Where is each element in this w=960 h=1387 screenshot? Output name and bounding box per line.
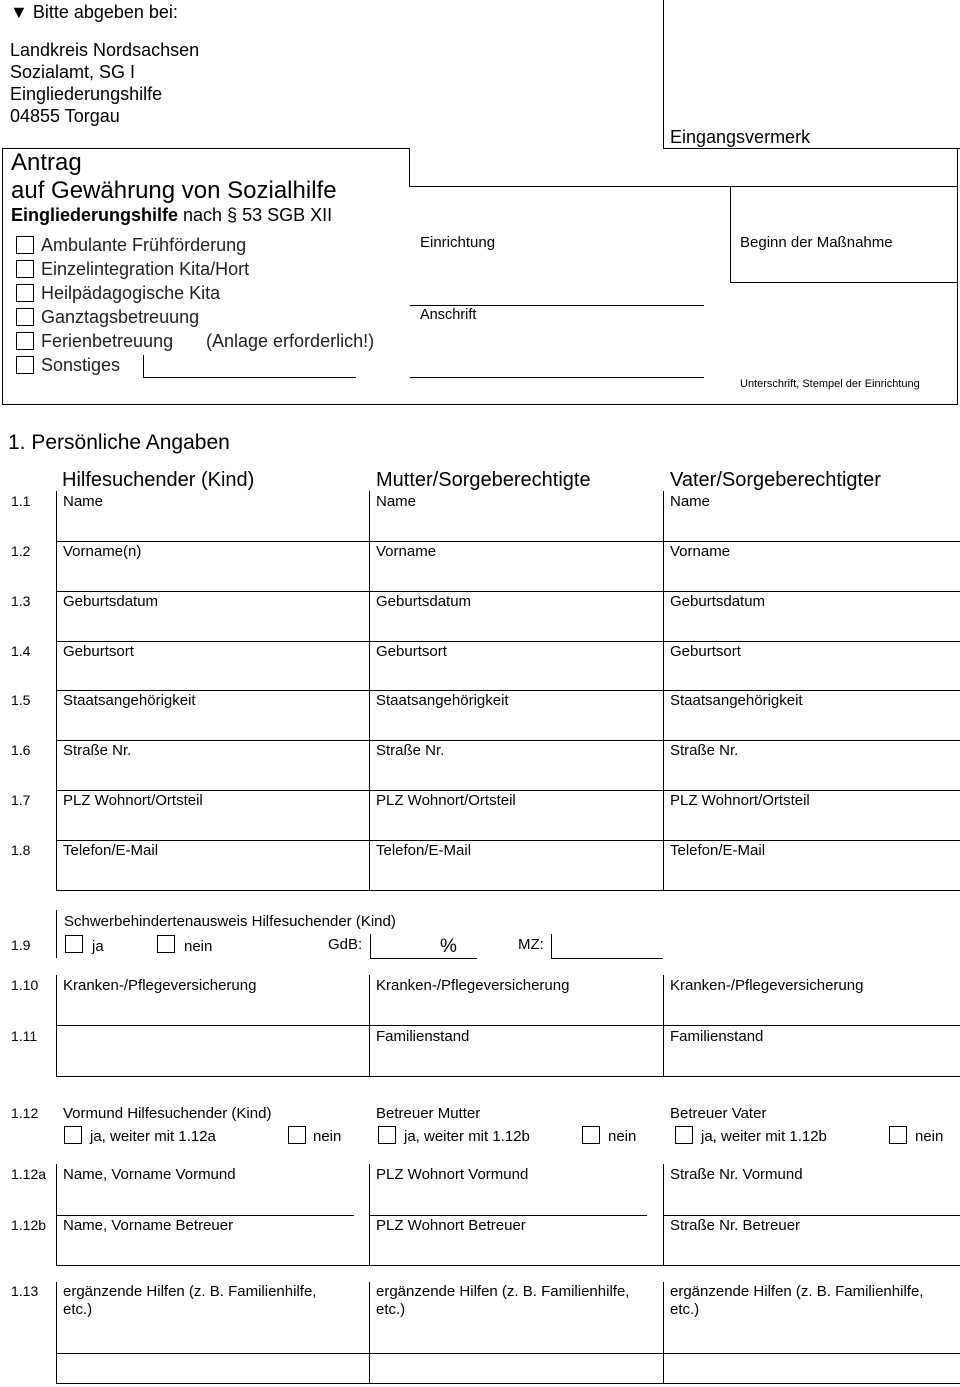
row-number: 1.3 (11, 593, 31, 609)
sb-ja-label: ja (92, 938, 104, 955)
field-label: PLZ Wohnort/Ortsteil (376, 792, 516, 809)
cell-left (369, 840, 370, 890)
field-label: Telefon/E-Mail (63, 842, 159, 859)
field-label: Geburtsort (63, 643, 134, 660)
option-label: Sonstiges (41, 355, 121, 375)
option-label: Ganztagsbetreuung (41, 307, 200, 327)
frame-mid (409, 186, 958, 187)
receipt-box-bottom (663, 148, 960, 149)
subtitle-rest: nach § 53 SGB XII (178, 205, 333, 225)
checkbox-betreuer-vater-nein[interactable] (889, 1126, 907, 1144)
cell-left (56, 591, 57, 641)
unterschrift-label: Unterschrift, Stempel der Einrichtung (740, 378, 920, 390)
gdb-label: GdB: (328, 936, 363, 953)
beginn-label: Beginn der Maßnahme (740, 234, 893, 251)
row-111-field[interactable] (56, 1076, 960, 1077)
cell-left (663, 740, 664, 790)
option-label: nein (915, 1128, 944, 1145)
receipt-label: Eingangsvermerk (670, 127, 811, 147)
percent-sign: % (440, 936, 457, 957)
input-field[interactable] (663, 541, 960, 542)
input-field[interactable] (56, 641, 369, 642)
cell-left (663, 541, 664, 591)
cell-left (369, 1025, 370, 1076)
row-113-line[interactable] (56, 1353, 960, 1354)
cell-left (663, 690, 664, 740)
frame-right (957, 148, 958, 405)
form-subtitle: auf Gewährung von Sozialhilfe (11, 177, 337, 204)
field-label: PLZ Wohnort/Ortsteil (63, 792, 203, 809)
input-field[interactable] (56, 890, 369, 891)
row-number: 1.12b (11, 1217, 47, 1233)
subtitle-bold: Eingliederungshilfe (11, 205, 179, 225)
field-label: Staatsangehörigkeit (376, 692, 509, 709)
cell-left (369, 541, 370, 591)
input-field[interactable] (663, 740, 960, 741)
field-label: Straße Nr. (376, 742, 445, 759)
mz-label: MZ: (518, 936, 544, 953)
receipt-box-left (663, 0, 664, 148)
cell-left (663, 840, 664, 890)
field-label: Staatsangehörigkeit (670, 692, 803, 709)
input-field[interactable] (56, 790, 369, 791)
field-label: Geburtsdatum (63, 593, 159, 610)
vormund-plz-field[interactable] (369, 1215, 647, 1216)
checkbox-betreuer-vater-ja[interactable] (675, 1126, 693, 1144)
cell-left (369, 975, 370, 1025)
input-field[interactable] (369, 541, 663, 542)
cell-left (56, 1164, 57, 1215)
cell-left (369, 1215, 370, 1265)
field-label: Vorname (376, 543, 437, 560)
cell-left (56, 1282, 57, 1384)
address-line: 04855 Torgau (10, 106, 120, 126)
field-label: Kranken-/Pflegeversicherung (376, 977, 570, 994)
checkbox-betreuer-mutter-nein[interactable] (582, 1126, 600, 1144)
cell-left (56, 1215, 57, 1265)
row-number: 1.5 (11, 692, 31, 708)
input-field[interactable] (369, 641, 663, 642)
field-label: Familienstand (670, 1028, 764, 1045)
field-label: PLZ Wohnort Betreuer (376, 1217, 526, 1234)
row-number: 1.12a (11, 1166, 47, 1182)
checkbox-ganztagsbetreuung[interactable] (16, 308, 34, 326)
option-label: Ferienbetreuung (41, 331, 174, 351)
option-label: Heilpädagogische Kita (41, 283, 221, 303)
einrichtung-field[interactable] (410, 305, 704, 306)
input-field[interactable] (663, 690, 960, 691)
field-label: Straße Nr. Betreuer (670, 1217, 801, 1234)
checkbox-heilpaedagogische-kita[interactable] (16, 284, 34, 302)
cell-left (663, 491, 664, 541)
cell-left (56, 491, 57, 541)
cell-left (369, 1164, 370, 1215)
field-label: Name, Vorname Betreuer (63, 1217, 234, 1234)
row-number: 1.12 (11, 1105, 39, 1121)
gdb-field[interactable] (370, 958, 477, 959)
field-label: Geburtsdatum (376, 593, 472, 610)
field-label: Name, Vorname Vormund (63, 1166, 236, 1183)
field-label: etc.) (63, 1301, 93, 1318)
cell-left (369, 491, 370, 541)
field-label: Name (670, 493, 711, 510)
row-number: 1.9 (11, 937, 31, 953)
option-label: ja, weiter mit 1.12b (701, 1128, 827, 1145)
input-field[interactable] (56, 690, 369, 691)
field-label: etc.) (376, 1301, 406, 1318)
address-line: Landkreis Nordsachsen (10, 40, 200, 60)
row-110-field[interactable] (56, 1025, 960, 1026)
cell-left (56, 740, 57, 790)
vormund-strasse-field[interactable] (663, 1215, 960, 1216)
field-label: etc.) (670, 1301, 700, 1318)
checkbox-ambulante-fruehfoerderung[interactable] (16, 236, 34, 254)
field-label: ergänzende Hilfen (z. B. Familienhilfe, (670, 1283, 924, 1300)
row-19-left (56, 910, 57, 958)
row-number: 1.13 (11, 1283, 39, 1299)
field-label: Telefon/E-Mail (376, 842, 472, 859)
field-label: Staatsangehörigkeit (63, 692, 196, 709)
sb-ausweis-title: Schwerbehindertenausweis Hilfesuchender (Kind) (64, 913, 396, 930)
input-field[interactable] (663, 790, 960, 791)
frame-bottom (2, 404, 958, 405)
field-label: Familienstand (376, 1028, 470, 1045)
checkbox-sb-nein[interactable] (157, 935, 175, 953)
cell-left (56, 840, 57, 890)
cell-left (56, 641, 57, 690)
cell-left (663, 591, 664, 641)
input-field[interactable] (56, 591, 369, 592)
cell-left (56, 790, 57, 840)
row-113-field[interactable] (56, 1383, 960, 1384)
cell-left (663, 975, 664, 1025)
checkbox-sb-ja[interactable] (65, 935, 83, 953)
frame-divider (409, 148, 410, 186)
input-field[interactable] (56, 740, 369, 741)
address-line: Eingliederungshilfe (10, 84, 163, 104)
row-number: 1.11 (11, 1028, 38, 1044)
field-label: Name (63, 493, 104, 510)
field-label: PLZ Wohnort Vormund (376, 1166, 529, 1183)
row-number: 1.2 (11, 543, 31, 559)
field-label: Straße Nr. Vormund (670, 1166, 803, 1183)
field-label: Name (376, 493, 417, 510)
section-title: 1. Persönliche Angaben (8, 431, 230, 454)
column-header-child: Hilfesuchender (Kind) (62, 469, 255, 491)
frame-left (2, 148, 3, 405)
field-label: Straße Nr. (670, 742, 739, 759)
cell-left (369, 1282, 370, 1384)
sonstiges-field[interactable] (143, 377, 356, 378)
option-label: nein (608, 1128, 637, 1145)
beginn-field[interactable] (730, 282, 958, 283)
input-field[interactable] (369, 890, 663, 891)
anschrift-field[interactable] (410, 377, 704, 378)
betreuer-mutter-header: Betreuer Mutter (376, 1105, 481, 1122)
cell-left (369, 790, 370, 840)
input-field[interactable] (369, 840, 663, 841)
cell-left (56, 975, 57, 1025)
field-label: Telefon/E-Mail (670, 842, 766, 859)
betreuer-vater-header: Betreuer Vater (670, 1105, 767, 1122)
field-label: Geburtsdatum (670, 593, 766, 610)
cell-left (369, 740, 370, 790)
cell-left (663, 641, 664, 690)
einrichtung-label: Einrichtung (420, 234, 496, 251)
field-label: PLZ Wohnort/Ortsteil (670, 792, 810, 809)
field-label: Vorname (670, 543, 731, 560)
gdb-field-left (370, 934, 371, 958)
cell-left (369, 591, 370, 641)
field-label: ergänzende Hilfen (z. B. Familienhilfe, (376, 1283, 630, 1300)
cell-left (56, 541, 57, 591)
cell-left (663, 1282, 664, 1384)
return-instruction: ▼ Bitte abgeben bei: (10, 2, 178, 22)
row-number: 1.1 (11, 493, 31, 509)
sonstiges-field-left (143, 355, 144, 377)
cell-left (663, 1215, 664, 1265)
input-field[interactable] (56, 840, 369, 841)
input-field[interactable] (369, 690, 663, 691)
input-field[interactable] (369, 740, 663, 741)
vormund-header: Vormund Hilfesuchender (Kind) (63, 1105, 272, 1122)
checkbox-betreuer-mutter-ja[interactable] (378, 1126, 396, 1144)
beginn-box-left (730, 186, 731, 282)
anschrift-label: Anschrift (420, 307, 477, 323)
betreuer-fields[interactable] (56, 1265, 960, 1266)
cell-left (369, 690, 370, 740)
cell-left (663, 1025, 664, 1076)
cell-left (663, 1164, 664, 1215)
attachment-note: (Anlage erforderlich!) (206, 331, 375, 351)
address-line: Sozialamt, SG I (10, 62, 136, 82)
cell-left (663, 790, 664, 840)
checkbox-einzelintegration[interactable] (16, 260, 34, 278)
option-label: Einzelintegration Kita/Hort (41, 259, 250, 279)
cell-left (369, 641, 370, 690)
input-field[interactable] (369, 790, 663, 791)
cell-left (56, 690, 57, 740)
input-field[interactable] (663, 840, 960, 841)
input-field[interactable] (663, 890, 960, 891)
input-field[interactable] (663, 641, 960, 642)
cell-left (56, 1025, 57, 1076)
input-field[interactable] (663, 591, 960, 592)
field-label: Kranken-/Pflegeversicherung (63, 977, 257, 994)
checkbox-sonstiges[interactable] (16, 356, 34, 374)
field-label: Vorname(n) (63, 543, 142, 560)
mz-field-left (551, 934, 552, 958)
row-number: 1.6 (11, 742, 31, 758)
row-number: 1.7 (11, 792, 31, 808)
checkbox-vormund-ja[interactable] (64, 1126, 82, 1144)
option-label: Ambulante Frühförderung (41, 235, 247, 255)
input-field[interactable] (56, 541, 369, 542)
checkbox-vormund-nein[interactable] (288, 1126, 306, 1144)
option-label: ja, weiter mit 1.12b (404, 1128, 530, 1145)
option-label: ja, weiter mit 1.12a (90, 1128, 216, 1145)
input-field[interactable] (369, 591, 663, 592)
field-label: Geburtsort (670, 643, 741, 660)
form-subtitle-2 (11, 205, 332, 226)
form-title: Antrag (11, 149, 82, 176)
vormund-name-field[interactable] (56, 1215, 354, 1216)
field-label: Straße Nr. (63, 742, 132, 759)
row-number: 1.4 (11, 643, 31, 659)
column-header-father: Vater/Sorgeberechtigter (670, 469, 881, 491)
row-number: 1.10 (11, 977, 39, 993)
row-number: 1.8 (11, 842, 31, 858)
mz-field[interactable] (551, 958, 663, 959)
field-label: Kranken-/Pflegeversicherung (670, 977, 864, 994)
field-label: Geburtsort (376, 643, 447, 660)
checkbox-ferienbetreuung[interactable] (16, 332, 34, 350)
option-label: nein (313, 1128, 342, 1145)
sb-nein-label: nein (184, 938, 213, 955)
column-header-mother: Mutter/Sorgeberechtigte (376, 469, 591, 491)
field-label: ergänzende Hilfen (z. B. Familienhilfe, (63, 1283, 317, 1300)
